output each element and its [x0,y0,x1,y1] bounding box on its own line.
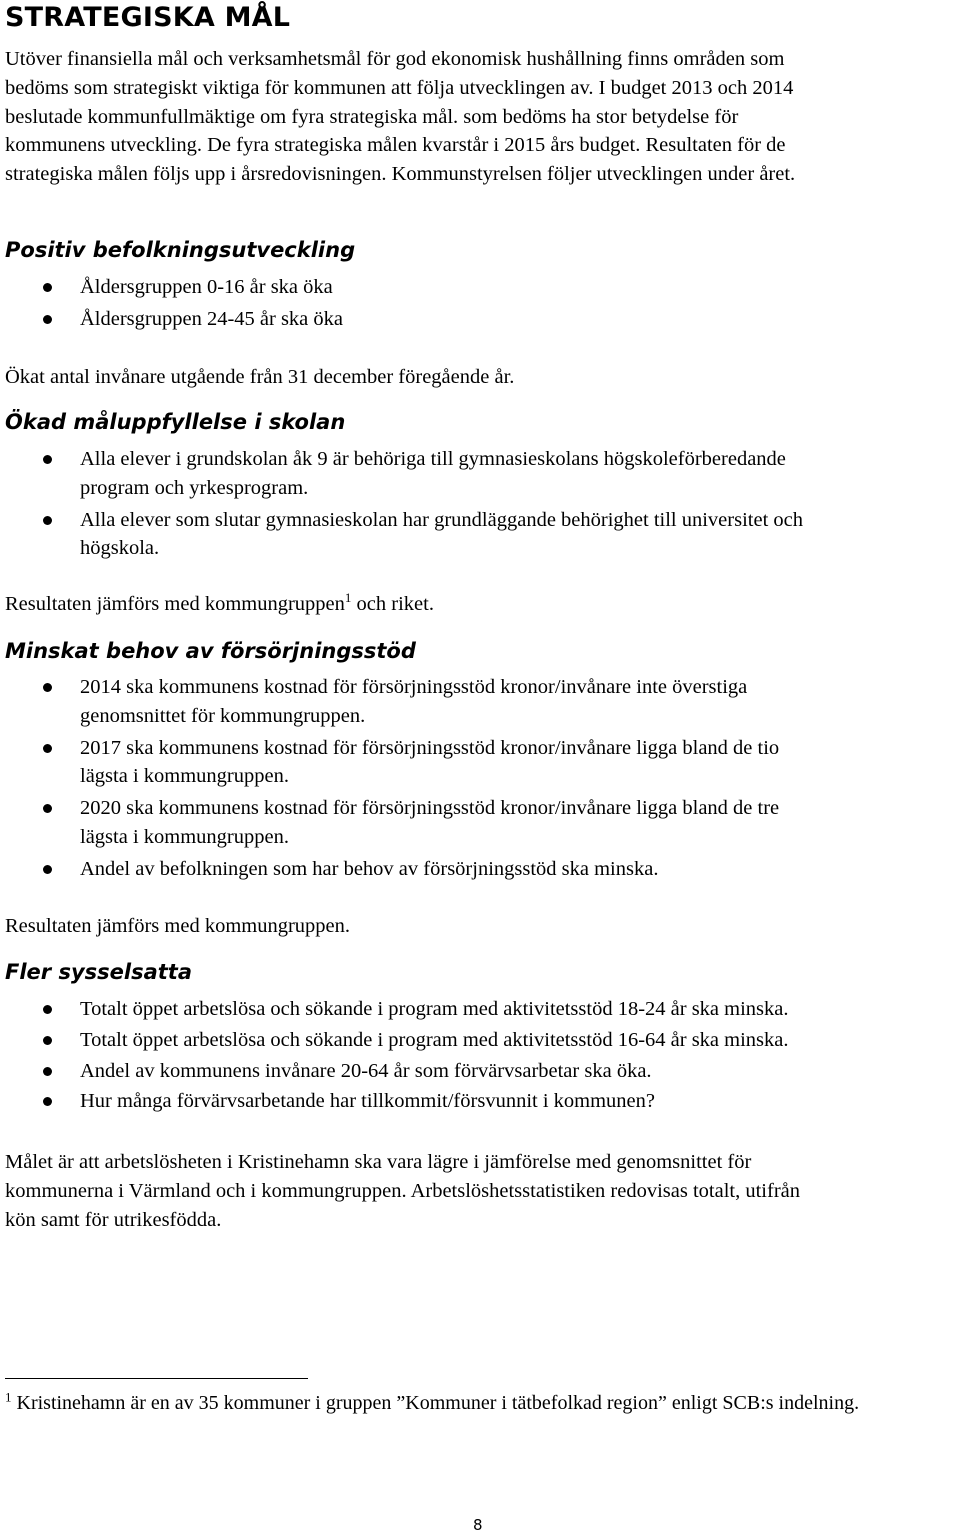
section-note-text: Resultaten jämförs med kommungruppen [5,593,345,615]
section-note-line: kön samt för utrikesfödda. [5,1208,222,1231]
intro-line: bedöms som strategiskt viktiga för kommunen att följa utvecklingen av. I budget 2013 och 2014 [5,76,794,99]
section-heading-sysselsatta: Fler sysselsatta [5,960,193,984]
bullet-icon [43,455,52,464]
section-note-forsorjningsstod: Resultaten jämförs med kommungruppen. [5,915,351,937]
section-note-sysselsatta [5,1148,955,1234]
list-item-text: högskola. [80,537,160,560]
list-item-text: Andel av kommunens invånare 20-64 år som förvärvsarbetar ska öka. [80,1059,652,1082]
bullet-icon [43,804,52,813]
bullet-icon [43,1036,52,1045]
bullet-icon [43,1067,52,1076]
list-item [5,506,955,564]
list-item [5,1057,955,1086]
list-item [5,1026,955,1055]
list-item [5,1087,955,1116]
bullet-list-befolkning [5,273,955,334]
bullet-icon [43,516,52,525]
intro-line: beslutade kommunfullmäktige om fyra strategiska mål. som bedöms ha stor betydelse för [5,105,739,128]
list-item [5,794,955,852]
section-note-line: Målet är att arbetslösheten i Kristinehamn ska vara lägre i jämförelse med genomsnittet för [5,1151,752,1173]
list-item-text: 2020 ska kommunens kostnad för försörjningsstöd kronor/invånare ligga bland de tre [80,797,780,820]
intro-line: strategiska målen följs upp i årsredovisningen. Kommunstyrelsen följer utvecklingen under året. [5,163,796,186]
bullet-icon [43,283,52,292]
section-heading-forsorjningsstod: Minskat behov av försörjningsstöd [5,639,416,663]
list-item [5,445,955,503]
footnote-text: Kristinehamn är en av 35 kommuner i gruppen ”Kommuner i tätbefolkad region” enligt SCB:s indelning. [11,1392,860,1414]
section-note-skolan [5,590,955,619]
list-item [5,855,955,884]
bullet-icon [43,744,52,753]
section-heading-skolan: Ökad måluppfyllelse i skolan [5,410,346,434]
list-item-text: 2017 ska kommunens kostnad för försörjningsstöd kronor/invånare ligga bland de tio [80,736,780,759]
page-title: STRATEGISKA MÅL [5,2,291,33]
page-number: 8 [473,1516,483,1534]
section-note-line: kommunerna i Värmland och i kommungruppen. Arbetslöshetsstatistiken redovisas totalt, utifrån [5,1179,800,1202]
intro-paragraph [5,45,955,189]
list-item-text: genomsnittet för kommungruppen. [80,704,366,727]
list-item-text: lägsta i kommungruppen. [80,825,289,848]
list-item-text: Alla elever som slutar gymnasieskolan har grundläggande behörighet till universitet och [80,508,803,531]
section-heading-befolkning: Positiv befolkningsutveckling [5,238,356,262]
footnote [5,1389,860,1415]
list-item-text: Totalt öppet arbetslösa och sökande i program med aktivitetsstöd 16-64 år ska minska. [80,1028,789,1051]
intro-line: Utöver finansiella mål och verksamhetsmål för god ekonomisk hushållning finns områden som [5,48,785,70]
list-item [5,273,955,302]
section-note-befolkning: Ökat antal invånare utgående från 31 december föregående år. [5,366,515,388]
bullet-icon [43,1097,52,1106]
footnote-marker: 1 [5,1389,12,1405]
intro-line: kommunens utveckling. De fyra strategiska målen kvarstår i 2015 års budget. Resultaten för de [5,134,786,157]
list-item [5,734,955,792]
list-item-text: Andel av befolkningen som har behov av försörjningsstöd ska minska. [80,857,659,880]
list-item [5,673,955,731]
bullet-list-sysselsatta [5,995,955,1116]
bullet-icon [43,683,52,692]
list-item-text: Åldersgruppen 0-16 år ska öka [80,276,333,298]
footnote-divider [5,1378,308,1379]
list-item-text: Åldersgruppen 24-45 år ska öka [80,307,344,330]
footnote-reference: 1 [344,590,352,606]
bullet-icon [43,315,52,324]
list-item [5,995,955,1024]
list-item-text: program och yrkesprogram. [80,476,309,499]
list-item-text: Alla elever i grundskolan åk 9 är behöriga till gymnasieskolans högskoleförberedande [80,448,786,470]
bullet-list-skolan [5,445,955,563]
list-item-text: lägsta i kommungruppen. [80,765,289,788]
section-note-text: och riket. [351,593,434,615]
bullet-icon [43,1005,52,1014]
list-item [5,305,955,334]
bullet-icon [43,865,52,874]
bullet-list-forsorjningsstod [5,673,955,884]
list-item-text: 2014 ska kommunens kostnad för försörjningsstöd kronor/invånare inte överstiga [80,676,748,698]
list-item-text: Hur många förvärvsarbetande har tillkommit/försvunnit i kommunen? [80,1090,655,1113]
list-item-text: Totalt öppet arbetslösa och sökande i program med aktivitetsstöd 18-24 år ska minska. [80,998,789,1020]
